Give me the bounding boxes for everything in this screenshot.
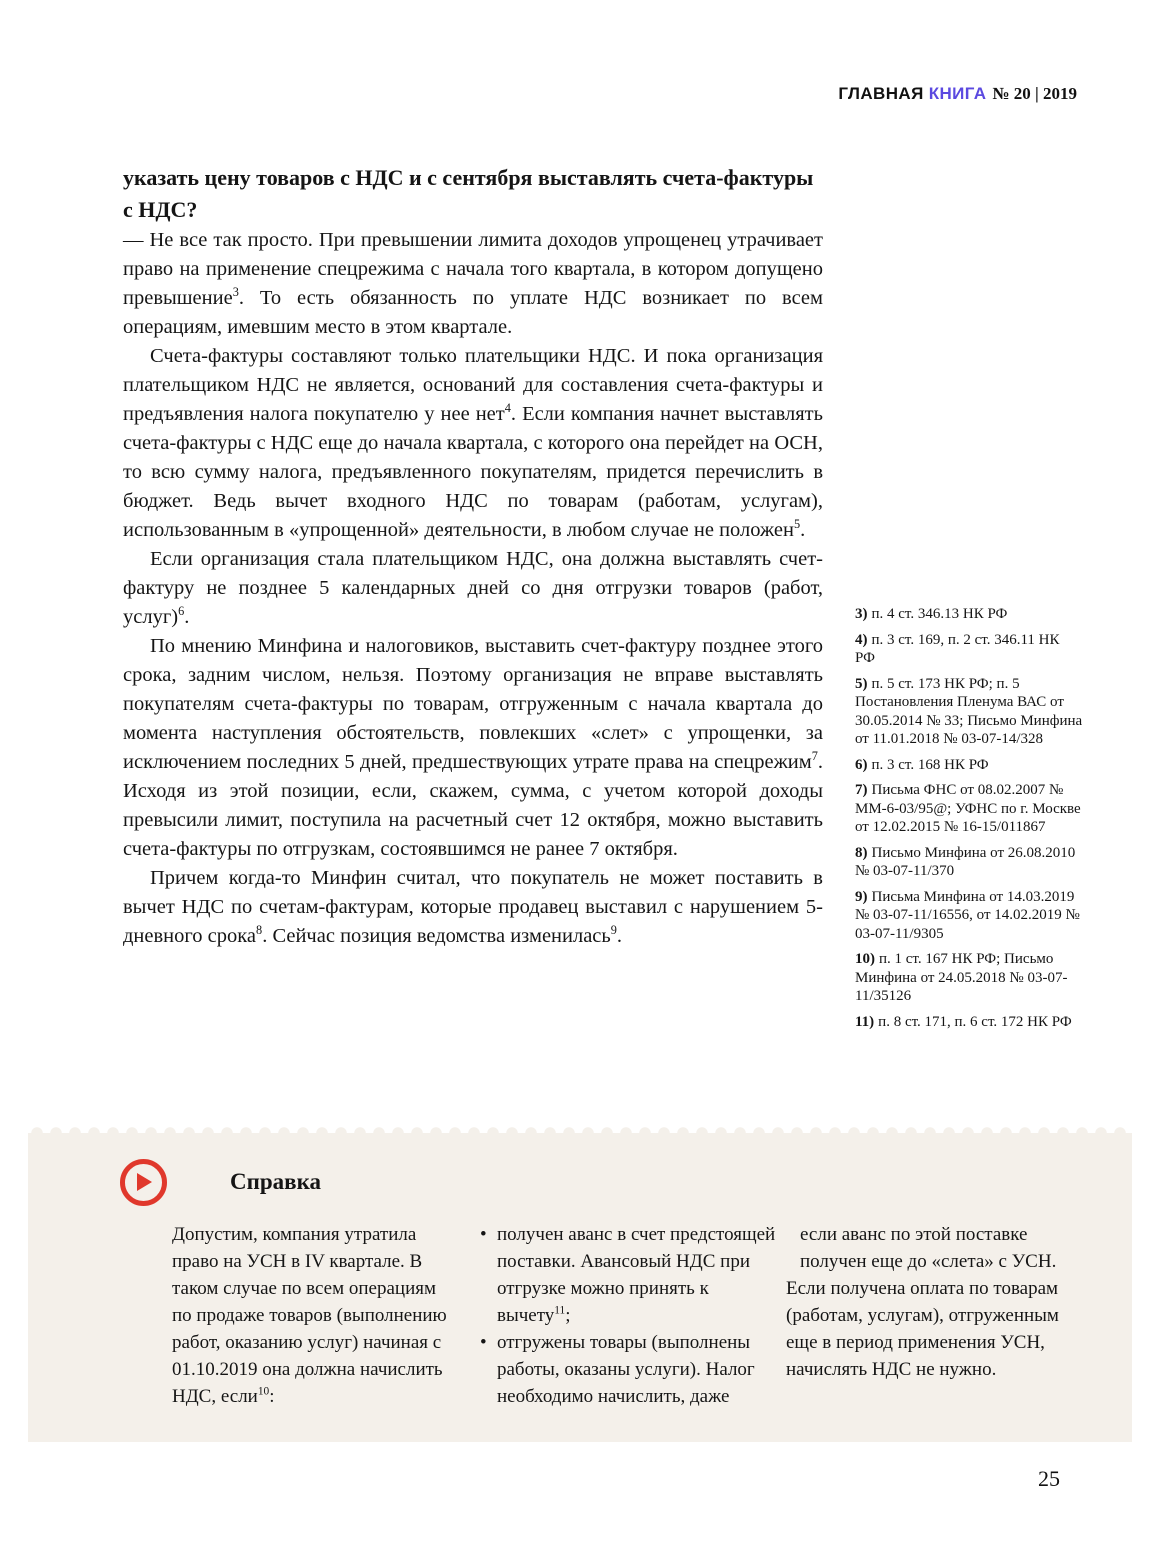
footnote-text: Письма ФНС от 08.02.2007 № ММ-6-03/95@; УФНС по г. Москве от 12.02.2015 № 16-15/011867: [855, 782, 1081, 835]
issue-number: № 20 | 2019: [992, 84, 1077, 103]
footnote-item: [855, 888, 1083, 944]
footnote-text: Письмо Минфина от 26.08.2010 № 03-07-11/370: [855, 844, 1076, 879]
bullet-marker: •: [480, 1332, 487, 1353]
reference-text: Допустим, компания утратила право на УСН в IV квартале. В таком случае по всем операциям по продаже товаров (выполнению работ, оказанию услуг) начиная с 01.10.2019 она должна начислить НДС, если$^{10}$:: [172, 1224, 447, 1407]
footnote-number: 3): [855, 606, 868, 622]
list-item: [480, 1221, 780, 1329]
footnote-text: п. 5 ст. 173 НК РФ; п. 5 Постановления Пленума ВАС от 30.05.2014 № 33; Письмо Минфина от 11.01.2018 № 03-07-14/328: [855, 675, 1083, 747]
footnote-number: 8): [855, 844, 868, 861]
bullet-marker: •: [480, 1224, 487, 1245]
footnote-text: п. 3 ст. 169, п. 2 ст. 346.11 НК РФ: [855, 631, 1060, 666]
footnote-text: п. 1 ст. 167 НК РФ; Письмо Минфина от 24.05.2018 № 03-07-11/35126: [855, 951, 1068, 1004]
page-header: [838, 84, 1077, 104]
reference-column-2: [480, 1221, 780, 1410]
footnote-text: Письма Минфина от 14.03.2019 № 03-07-11/16556, от 14.02.2019 № 03-07-11/9305: [855, 888, 1080, 942]
footnote-number: 7): [855, 782, 868, 798]
footnote-text: п. 8 ст. 171, п. 6 ст. 172 НК РФ: [878, 1013, 1072, 1030]
reference-text: Если получена оплата по товарам (работам, услугам), отгруженным еще в период применения УСН, начислять НДС не нужно.: [786, 1278, 1059, 1380]
article-paragraph: Счета-фактуры составляют только плательщики НДС. И пока организация плательщиком НДС не является, оснований для составления счета-фактуры и предъявления налога покупателю у нее нет$^4$. Если компания начнет выставлять счета-фактуры с НДС еще до начала квартала, с которого она перейдет на ОСН, то всю сумму налога, предъявленного покупателям, придется перечислить в бюджет. Ведь вычет входного НДС по товарам (работам, услугам), использованным в «упрощенной» деятельности, в любом случае не положен$^5$.: [123, 345, 823, 541]
reference-column-3: [786, 1221, 1078, 1383]
footnote-number: 4): [855, 631, 868, 648]
play-triangle-icon: [137, 1173, 152, 1191]
play-icon: [120, 1159, 167, 1206]
footnotes-sidebar: [855, 605, 1083, 1038]
footnote-item: [855, 844, 1083, 881]
footnote-item: [855, 950, 1083, 1006]
footnote-number: 11): [855, 1013, 875, 1030]
footnote-number: 10): [855, 951, 875, 967]
footnote-item: [855, 675, 1083, 749]
article-question-heading: указать цену товаров с НДС и с сентября выставлять счета-фактуры с НДС?: [123, 165, 814, 222]
article-paragraph: — Не все так просто. При превышении лимита доходов упрощенец утрачивает право на применение спецрежима с начала того квартала, в котором допущено превышение$^3$. То есть обязанность по уплате НДС возникает по всем операциям, имевшим место в этом квартале.: [123, 229, 823, 338]
footnote-item: [855, 756, 1083, 775]
footnote-item: [855, 1013, 1083, 1032]
article-column: [123, 162, 823, 951]
article-paragraph: Причем когда-то Минфин считал, что покупатель не может поставить в вычет НДС по счетам-фактурам, которые продавец выставил с нарушением 5-дневного срока$^8$. Сейчас позиция ведомства изменилась$^9$.: [123, 867, 823, 947]
reference-column-1: [172, 1221, 460, 1410]
magazine-title-part2: КНИГА: [928, 84, 987, 103]
list-item: [480, 1329, 780, 1410]
footnote-number: 9): [855, 888, 868, 905]
footnote-item: [855, 605, 1083, 624]
footnote-item: [855, 781, 1083, 837]
reference-box: [28, 1133, 1132, 1442]
article-paragraph: По мнению Минфина и налоговиков, выставить счет-фактуру позднее этого срока, задним числом, нельзя. Поэтому организация не вправе выставлять покупателям счета-фактуры по товарам, отгруженным с начала квартала до момента наступления обстоятельств, повлекших «слет» с упрощенки, за исключением последних 5 дней, предшествующих утрате права на спецрежим$^7$. Исходя из этой позиции, если, скажем, сумма, с учетом которой доходы превысили лимит, поступила на расчетный счет 12 октября, можно выставить счета-фактуры по отгрузкам, состоявшимся не ранее 7 октября.: [123, 635, 823, 860]
reference-text-continuation: если аванс по этой поставке получен еще до «слета» с УСН.: [800, 1224, 1057, 1272]
footnote-number: 5): [855, 675, 868, 692]
bullet-text: получен аванс в счет предстоящей поставки. Авансовый НДС при отгрузке можно принять к вычету$^{11}$;: [497, 1224, 776, 1326]
footnote-text: п. 3 ст. 168 НК РФ: [871, 756, 989, 773]
page-number: 25: [1038, 1466, 1060, 1491]
magazine-title-part1: ГЛАВНАЯ: [838, 84, 924, 103]
footnote-text: п. 4 ст. 346.13 НК РФ: [871, 606, 1008, 622]
footnote-item: [855, 631, 1083, 668]
bullet-text: отгружены товары (выполнены работы, оказаны услуги). Налог необходимо начислить, даже: [497, 1332, 755, 1407]
footnote-number: 6): [855, 756, 868, 773]
article-paragraph: Если организация стала плательщиком НДС, она должна выставлять счет-фактуру не позднее 5 календарных дней со дня отгрузки товаров (работ, услуг)$^6$.: [123, 548, 823, 628]
reference-title: Справка: [230, 1169, 321, 1194]
